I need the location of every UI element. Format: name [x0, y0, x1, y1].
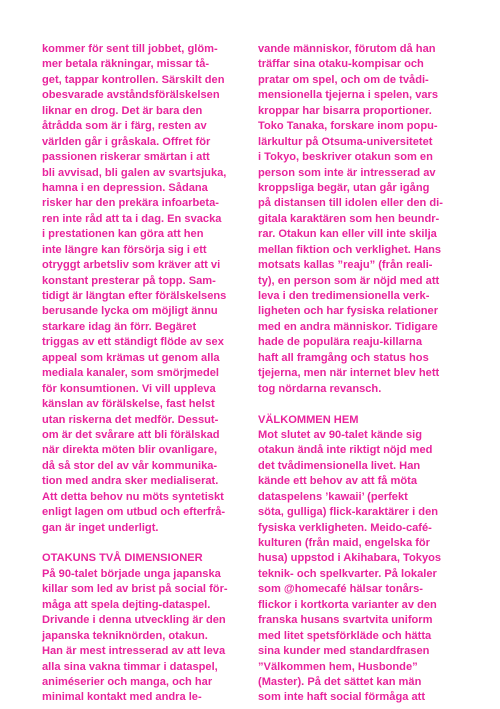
- text-line: rar. Otakun kan eller vill inte skilja: [258, 228, 437, 241]
- text-line: Att detta behov nu möts syntetiskt: [42, 490, 224, 503]
- text-line: kommer för sent till jobbet, glöm-: [42, 43, 218, 55]
- text-line: i Tokyo, beskriver otakun som en: [258, 151, 433, 164]
- text-line: tion med andra sker medialiserat.: [42, 475, 219, 488]
- left-text-column: [42, 42, 240, 706]
- text-line: kände ett behov av att få möta: [258, 475, 418, 488]
- text-line: kroppsliga begär, utan går igång: [258, 181, 430, 194]
- text-line: animéserier och manga, och har: [42, 675, 213, 688]
- text-line: hamna i en depression. Sådana: [42, 181, 208, 194]
- text-line: risker har den prekära infoarbeta-: [42, 197, 219, 210]
- text-line: åtrådda som är i färg, resten av: [42, 120, 207, 133]
- text-line: om är det svårare att bli förälskad: [42, 428, 220, 441]
- text-line: för konsumtionen. Vi vill uppleva: [42, 382, 216, 395]
- text-line: hade de populära reaju-killarna: [258, 336, 422, 349]
- text-line: det tvådimensionella livet. Han: [258, 459, 421, 472]
- text-line: På 90-talet började unga japanska: [42, 567, 221, 580]
- text-line: måga att spela dejting-dataspel.: [42, 598, 211, 611]
- text-line: japanska tekniknörden, otakun.: [42, 629, 208, 642]
- text-line: lärkultur på Otsuma-universitetet: [258, 135, 433, 148]
- text-line: med litet spetsförkläde och hätta: [258, 629, 432, 642]
- text-line: träffar sina otaku-kompisar och: [258, 58, 424, 71]
- text-line: get, tappar kontrollen. Särskilt den: [42, 73, 225, 86]
- left-paragraph-1: [42, 42, 240, 536]
- right-paragraph-2: [258, 428, 456, 706]
- text-line: i prestationen kan göra att hen: [42, 228, 204, 241]
- paragraph-gap: [258, 397, 456, 412]
- text-line: ty), en person som är nöjd med att: [258, 274, 440, 287]
- text-line: tidigt är längtan efter förälskelsens: [42, 290, 227, 302]
- text-line: då så stor del av vår kommunika-: [42, 459, 218, 472]
- text-line: otakun ändå inte riktigt nöjd med: [258, 444, 433, 457]
- text-line: världen går i gråskala. Offret för: [42, 135, 211, 148]
- text-line: person som inte är intresserad av: [258, 166, 436, 179]
- text-line: mer betala räkningar, missar tå-: [42, 58, 210, 71]
- text-line: Drivande i denna utveckling är den: [42, 614, 226, 627]
- text-line: med en andra människor. Tidigare: [258, 320, 438, 333]
- text-line: ligheten och har fysiska relationer: [258, 305, 439, 318]
- text-line: passionen riskerar smärtan i att: [42, 151, 210, 164]
- text-line: utan riskerna det medför. Dessut-: [42, 413, 219, 426]
- text-line: fysiska verkligheten. Meido-café-: [258, 521, 432, 534]
- text-line: som inte haft social förmåga att: [258, 691, 426, 704]
- text-line: otryggt arbetsliv som kräver att vi: [42, 259, 221, 272]
- left-paragraph-2: [42, 567, 240, 706]
- text-line: söta, gulliga) flick-karaktärer i den: [258, 506, 439, 519]
- text-line: mediala kanaler, som smörjmedel: [42, 367, 219, 380]
- text-line: tjejerna, men när internet blev hett: [258, 367, 440, 380]
- text-line: som @homecafé hälsar tonårs-: [258, 583, 423, 596]
- text-line: (Master). På det sättet kan män: [258, 675, 422, 688]
- text-line: bli avvisad, bli galen av svartsjuka,: [42, 166, 227, 179]
- text-line: alla sina vakna timmar i dataspel,: [42, 660, 218, 673]
- text-line: mellan fiktion och verklighet. Hans: [258, 243, 442, 256]
- text-line: ren inte råd att ta i dag. En svacka: [42, 212, 222, 225]
- text-line: starkare idag än förr. Begäret: [42, 320, 197, 333]
- text-line: franska husans svartvita uniform: [258, 614, 433, 627]
- text-line: berusande lycka om möjligt ännu: [42, 305, 218, 318]
- section-heading-otakuns: OTAKUNS TVÅ DIMENSIONER: [42, 552, 203, 565]
- section-heading-valkommen: VÄLKOMMEN HEM: [258, 413, 359, 426]
- text-line: teknik- och spelkvarter. På lokaler: [258, 567, 437, 580]
- text-line: vande människor, förutom då han: [258, 43, 436, 55]
- text-line: inte längre kan försörja sig i ett: [42, 243, 207, 256]
- text-line: kroppar har bisarra proportioner.: [258, 104, 432, 117]
- text-line: enligt lagen om utbud och efterfrå-: [42, 506, 226, 519]
- text-line: konstant presterar på topp. Sam-: [42, 274, 216, 287]
- text-line: minimal kontakt med andra le-: [42, 691, 202, 704]
- text-line: dataspelens ’kawaii’ (perfekt: [258, 490, 408, 503]
- text-line: haft all framgång och status hos: [258, 351, 429, 364]
- right-text-column: [258, 42, 456, 706]
- text-line: tog nördarna revansch.: [258, 382, 382, 395]
- right-paragraph-1: [258, 42, 456, 397]
- text-line: triggas av ett ständigt flöde av sex: [42, 336, 224, 349]
- text-line: kulturen (från maid, engelska för: [258, 537, 430, 549]
- text-line: på distansen till idolen eller den di-: [258, 197, 443, 210]
- text-line: liknar en drog. Det är bara den: [42, 104, 203, 117]
- text-line: husa) uppstod i Akihabara, Tokyos: [258, 552, 442, 565]
- text-line: gan är inget underligt.: [42, 521, 159, 534]
- paragraph-gap: [42, 536, 240, 551]
- text-line: killar som led av brist på social för-: [42, 583, 228, 596]
- text-line: ”Välkommen hem, Husbonde”: [258, 660, 418, 673]
- text-line: Mot slutet av 90-talet kände sig: [258, 428, 422, 441]
- text-line: motsats kallas ”reaju” (från reali-: [258, 259, 433, 272]
- text-line: Toko Tanaka, forskare inom popu-: [258, 120, 438, 133]
- text-line: obesvarade avståndsförälskelsen: [42, 89, 220, 102]
- text-line: känslan av förälskelse, fast helst: [42, 398, 215, 411]
- text-line: gitala karaktären som hen beundr-: [258, 212, 440, 225]
- text-line: appeal som krämas ut genom alla: [42, 351, 220, 364]
- text-line: Han är mest intresserad av att leva: [42, 645, 226, 658]
- text-line: pratar om spel, och om de tvådi-: [258, 73, 429, 86]
- text-line: sina kunder med standardfrasen: [258, 645, 430, 658]
- text-line: mensionella tjejerna i spelen, vars: [258, 89, 439, 102]
- text-line: flickor i kortkorta varianter av den: [258, 598, 437, 611]
- text-line: leva i den tredimensionella verk-: [258, 290, 430, 302]
- text-line: när direkta möten blir ovanligare,: [42, 444, 218, 457]
